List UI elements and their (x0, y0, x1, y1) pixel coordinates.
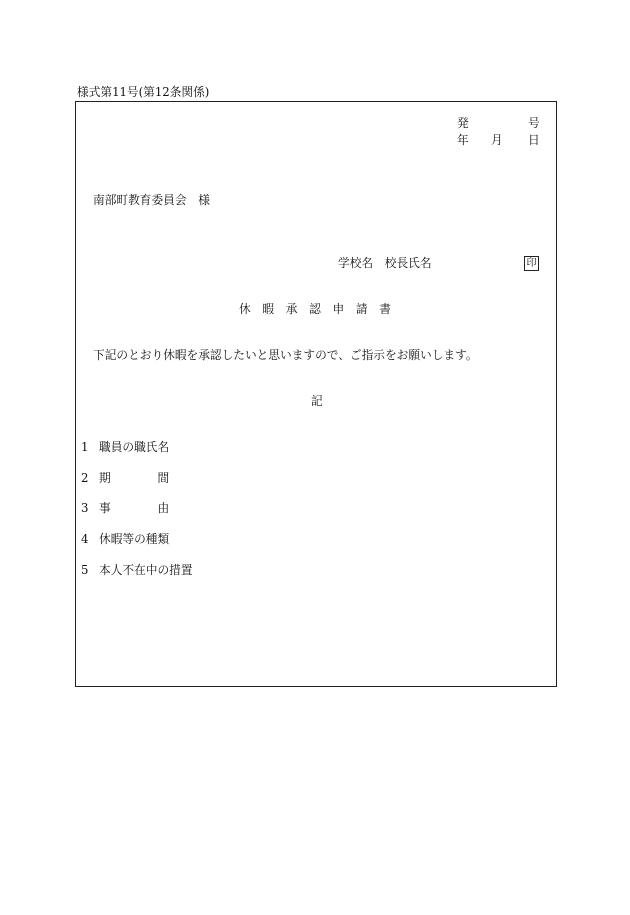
issue-hatsu: 発 (457, 116, 469, 130)
date-month: 月 (491, 133, 503, 147)
body-text: 下記のとおり休暇を承認したいと思いますので、ご指示をお願いします。 (93, 348, 478, 362)
form-number-label: 様式第11号(第12条関係) (77, 85, 210, 99)
issue-go: 号 (528, 116, 540, 130)
item-label: 休暇等の種類 (99, 532, 170, 546)
item-number: 2 (81, 471, 89, 485)
date-year: 年 (457, 133, 469, 147)
item-label: 本人不在中の措置 (99, 563, 193, 577)
item-label: 職員の職氏名 (99, 440, 170, 454)
ki-heading: 記 (311, 394, 323, 408)
item-number: 5 (81, 563, 89, 577)
item-number: 3 (81, 501, 89, 515)
sender-label: 学校名 校長氏名 (338, 256, 432, 270)
addressee: 南部町教育委員会 様 (93, 193, 210, 207)
item-label: 期 間 (99, 471, 170, 485)
item-number: 1 (81, 440, 89, 454)
item-number: 4 (81, 532, 89, 546)
item-label: 事 由 (99, 501, 170, 515)
document-title: 休 暇 承 認 申 請 書 (239, 302, 391, 316)
seal-stamp: 印 (524, 256, 539, 271)
date-day: 日 (528, 133, 540, 147)
